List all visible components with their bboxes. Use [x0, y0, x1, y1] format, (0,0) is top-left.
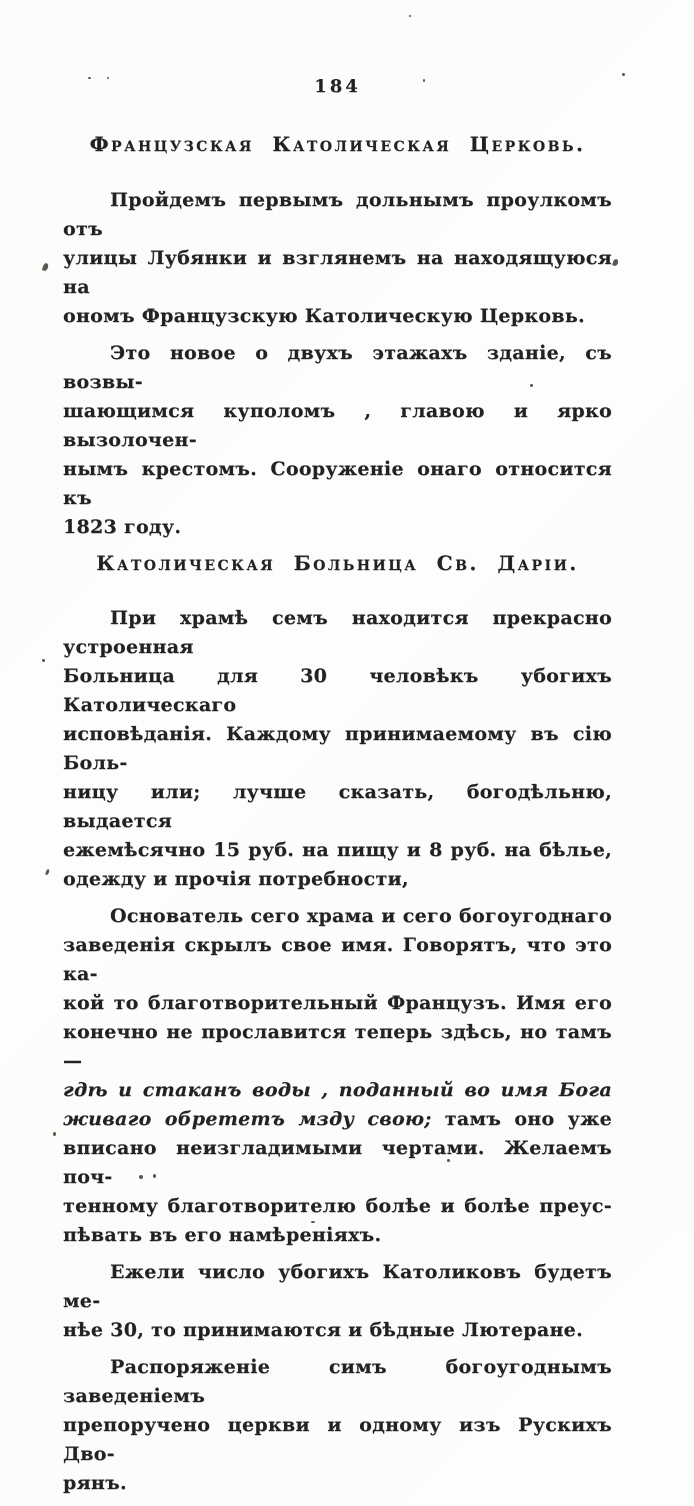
paragraph: [63, 604, 612, 894]
ink-speck: [409, 15, 411, 17]
regular-phrase: тамъ оно уже: [431, 1108, 612, 1130]
paragraph: [63, 1258, 612, 1345]
paragraph: [63, 1353, 612, 1498]
text-line: рянъ.: [63, 1472, 127, 1494]
text-line: Основатель сего храма и сего богоугоднаго: [110, 905, 612, 927]
section-heading: Католическая Больница Св. Даріи.: [96, 551, 579, 575]
text-line: ницу или; лучше сказать, богодѣльню, выдается: [63, 781, 612, 832]
text-line: При храмѣ семъ находится прекрасно устроенная: [63, 607, 612, 658]
ink-speck: [153, 1174, 156, 1178]
text-line: ономъ Французскую Католическую Церковь.: [63, 305, 585, 327]
text-line: заведенія скрылъ свое имя. Говорятъ, что это ка-: [63, 934, 612, 985]
text-line: Больница для 30 человѣкъ убогихъ Католическаго: [63, 665, 612, 716]
italic-phrase: живаго обрететъ мзду свою;: [63, 1108, 432, 1130]
ink-speck: [612, 258, 619, 266]
text-line: конечно не прославится теперь здѣсь, но тамъ—: [63, 1021, 612, 1072]
ink-speck: [530, 384, 533, 387]
text-line: нѣе 30, то принимаются и бѣдные Лютеране.: [63, 1319, 583, 1341]
paragraph: [63, 339, 612, 542]
text-line: Ежели число убогихъ Католиковъ будетъ ме-: [63, 1261, 612, 1312]
text-line: 1823 году.: [63, 516, 182, 538]
ink-speck: [45, 869, 50, 876]
page-number: 184: [314, 76, 361, 97]
text-line: Это новое о двухъ этажахъ зданіе, съ возвы-: [63, 342, 612, 393]
paragraph: [63, 902, 612, 1250]
text-line: препоручено церкви и одному изъ Рускихъ Дво-: [63, 1414, 612, 1465]
text-line: кой то благотворительный Французъ. Имя его: [63, 992, 612, 1014]
text-line: [63, 1105, 612, 1134]
section-heading: Французская Католическая Церковь.: [89, 132, 586, 156]
text-line: шающимся куполомъ , главою и ярко вызолочен-: [63, 400, 612, 451]
text-line: ежемѣсячно 15 руб. на пищу и 8 руб. на бѣлье,: [63, 839, 612, 861]
text-line: Пройдемъ первымъ дольнымъ проулкомъ отъ: [63, 189, 612, 240]
paragraph: [63, 186, 612, 331]
ink-speck: [447, 1159, 450, 1162]
ink-speck: [622, 73, 625, 76]
ink-speck: [139, 1175, 143, 1179]
text-line: пѣвать въ его намѣреніяхъ.: [63, 1224, 382, 1246]
ink-speck: [42, 262, 49, 271]
text-line: тенному благотворителю болѣе и болѣе преус-: [63, 1195, 612, 1217]
text-line: одежду и прочія потребности,: [63, 868, 409, 890]
text-line: улицы Лубянки и взглянемъ на находящуюся на: [63, 247, 612, 298]
ink-speck: [107, 77, 109, 79]
text-line: вписано неизгладимыми чертами. Желаемъ поч-: [63, 1137, 612, 1188]
text-line: нымъ крестомъ. Сооруженіе онаго относится къ: [63, 458, 612, 509]
text-line: исповѣданія. Каждому принимаемому въ сію Боль-: [63, 723, 612, 774]
ink-speck: [53, 1132, 56, 1136]
ink-speck: [88, 77, 91, 79]
text-line: Распоряженіе симъ богоугоднымъ заведеніемъ: [63, 1356, 612, 1407]
ink-speck: [42, 659, 45, 662]
ink-speck: [311, 1221, 315, 1223]
text-line-italic: гдѣ и стаканъ воды , поданный во имя Бога: [63, 1079, 612, 1101]
ink-speck: [423, 79, 425, 82]
book-page: [63, 76, 612, 1506]
